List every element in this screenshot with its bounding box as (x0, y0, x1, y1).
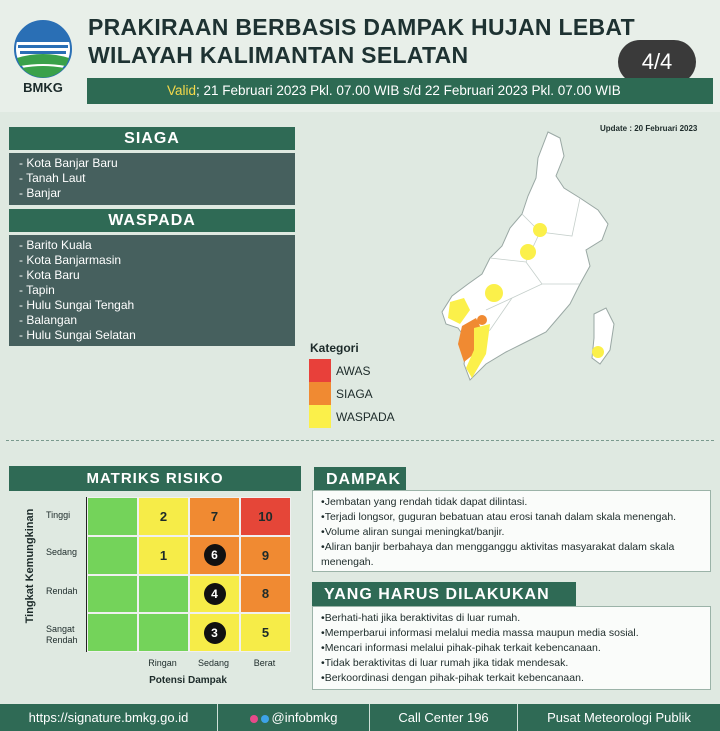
twitter-icon (261, 715, 269, 723)
list-item: • Terjadi longsor, guguran bebatuan atau erosi tanah dalam skala menengah. (321, 510, 702, 525)
page-title-line2: WILAYAH KALIMANTAN SELATAN (88, 42, 469, 68)
page-title-line1: PRAKIRAAN BERBASIS DAMPAK HUJAN LEBAT (88, 14, 635, 40)
matrix-cell-value-circled: 4 (204, 583, 226, 605)
matrix-cell (189, 613, 240, 652)
matrix-cell-value-circled: 3 (204, 622, 226, 644)
row-label-rendah: Rendah (46, 586, 78, 596)
matrix-cell-value: 7 (210, 508, 219, 524)
map-waspada-region (520, 244, 536, 260)
list-item: • Jembatan yang rendah tidak dapat dilintasi. (321, 495, 702, 510)
list-item: - Banjar (19, 186, 62, 200)
update-date: Update : 20 Februari 2023 (600, 124, 698, 133)
row-label-sedang: Sedang (46, 547, 78, 557)
matrix-title: MATRIKS RISIKO (9, 466, 301, 491)
siaga-label: SIAGA (336, 387, 373, 401)
matrix-cell-value: 10 (258, 508, 273, 524)
matrix-cell (138, 575, 189, 614)
waspada-title: WASPADA (9, 209, 295, 232)
matrix-cell-value: 1 (159, 547, 168, 563)
dampak-box (312, 490, 711, 572)
matrix-cell-value: 8 (261, 586, 270, 602)
matrix-cell-value-circled: 6 (204, 544, 226, 566)
awas-label: AWAS (336, 364, 371, 378)
logo-text: BMKG (23, 80, 63, 95)
footer-org: Pusat Meteorologi Publik (547, 710, 691, 725)
map-waspada-region (592, 346, 604, 358)
matrix-cell (189, 575, 240, 614)
siaga-swatch (309, 382, 331, 405)
list-item: - Kota Banjar Baru (19, 156, 118, 170)
list-item: - Barito Kuala (19, 238, 92, 252)
matrix-cell (138, 536, 189, 575)
kalsel-map (430, 128, 650, 388)
page-indicator[interactable]: 4/4 (618, 40, 696, 84)
matrix-xlabel: Potensi Dampak (149, 675, 227, 686)
valid-text: ; 21 Februari 2023 Pkl. 07.00 WIB s/d 22 Februari 2023 Pkl. 07.00 WIB (196, 83, 621, 98)
matrix-cell (87, 575, 138, 614)
list-item: - Tapin (19, 283, 55, 297)
footer-website-link[interactable]: https://signature.bmkg.go.id (0, 704, 218, 731)
matrix-cell (240, 497, 291, 536)
matrix-cell (138, 497, 189, 536)
risk-matrix (86, 497, 290, 652)
dampak-title: DAMPAK (314, 467, 406, 492)
matrix-cell (189, 536, 240, 575)
matrix-cell (240, 575, 291, 614)
matrix-ylabel: Tingkat Kemungkinan (24, 508, 36, 624)
list-item: • Volume aliran sungai meningkat/banjir. (321, 525, 702, 540)
matrix-cell-value: 2 (159, 508, 168, 524)
header (0, 0, 720, 112)
bmkg-logo (12, 20, 74, 100)
map-waspada-region (485, 284, 503, 302)
list-item: • Tidak beraktivitas di luar rumah jika tidak mendesak. (321, 656, 702, 671)
list-item: - Hulu Sungai Tengah (19, 298, 135, 312)
list-item: • Memperbarui informasi melalui media massa maupun media sosial. (321, 626, 702, 641)
map-siaga-region (477, 315, 487, 325)
waspada-label: WASPADA (336, 410, 395, 424)
row-label-sangat-rendah: Sangat Rendah (46, 624, 78, 645)
bmkg-logo-icon (12, 20, 74, 78)
matrix-cell (189, 497, 240, 536)
list-item: - Kota Baru (19, 268, 80, 282)
awas-swatch (309, 359, 331, 382)
harus-title: YANG HARUS DILAKUKAN (312, 582, 576, 607)
instagram-icon (250, 715, 258, 723)
valid-label: Valid (167, 83, 197, 98)
col-label-berat: Berat (253, 658, 276, 668)
matrix-cell (240, 613, 291, 652)
matrix-cell (138, 613, 189, 652)
section-divider (6, 440, 714, 441)
list-item: - Balangan (19, 313, 78, 327)
valid-bar (87, 78, 713, 104)
list-item: - Tanah Laut (19, 171, 86, 185)
col-label-sedang: Sedang (197, 658, 230, 668)
list-item: • Berhati-hati jika beraktivitas di luar rumah. (321, 611, 702, 626)
list-item: - Hulu Sungai Selatan (19, 328, 136, 342)
map-waspada-region (533, 223, 547, 237)
harus-box (312, 606, 711, 690)
matrix-cell (87, 613, 138, 652)
matrix-cell-value: 9 (261, 547, 270, 563)
siaga-list (9, 153, 295, 205)
list-item: • Aliran banjir berbahaya dan mengganggu aktivitas masyarakat dalam skala menengah. (321, 540, 702, 570)
col-label-ringan: Ringan (148, 658, 177, 668)
matrix-cell-value: 5 (261, 625, 270, 641)
footer-social-handle: @infobmkg (271, 710, 338, 725)
footer-call-center[interactable]: Call Center 196 (370, 704, 518, 731)
matrix-cell (87, 536, 138, 575)
matrix-cell (240, 536, 291, 575)
waspada-swatch (309, 405, 331, 428)
list-item: • Mencari informasi melalui pihak-pihak terkait kebencanaan. (321, 641, 702, 656)
siaga-title: SIAGA (9, 127, 295, 150)
row-label-tinggi: Tinggi (46, 510, 71, 520)
footer (0, 704, 720, 731)
waspada-list (9, 235, 295, 346)
list-item: - Kota Banjarmasin (19, 253, 122, 267)
footer-social-link[interactable] (218, 704, 370, 731)
kategori-title: Kategori (310, 341, 359, 355)
list-item: • Berkoordinasi dengan pihak-pihak terkait kebencanaan. (321, 671, 702, 686)
matrix-cell (87, 497, 138, 536)
